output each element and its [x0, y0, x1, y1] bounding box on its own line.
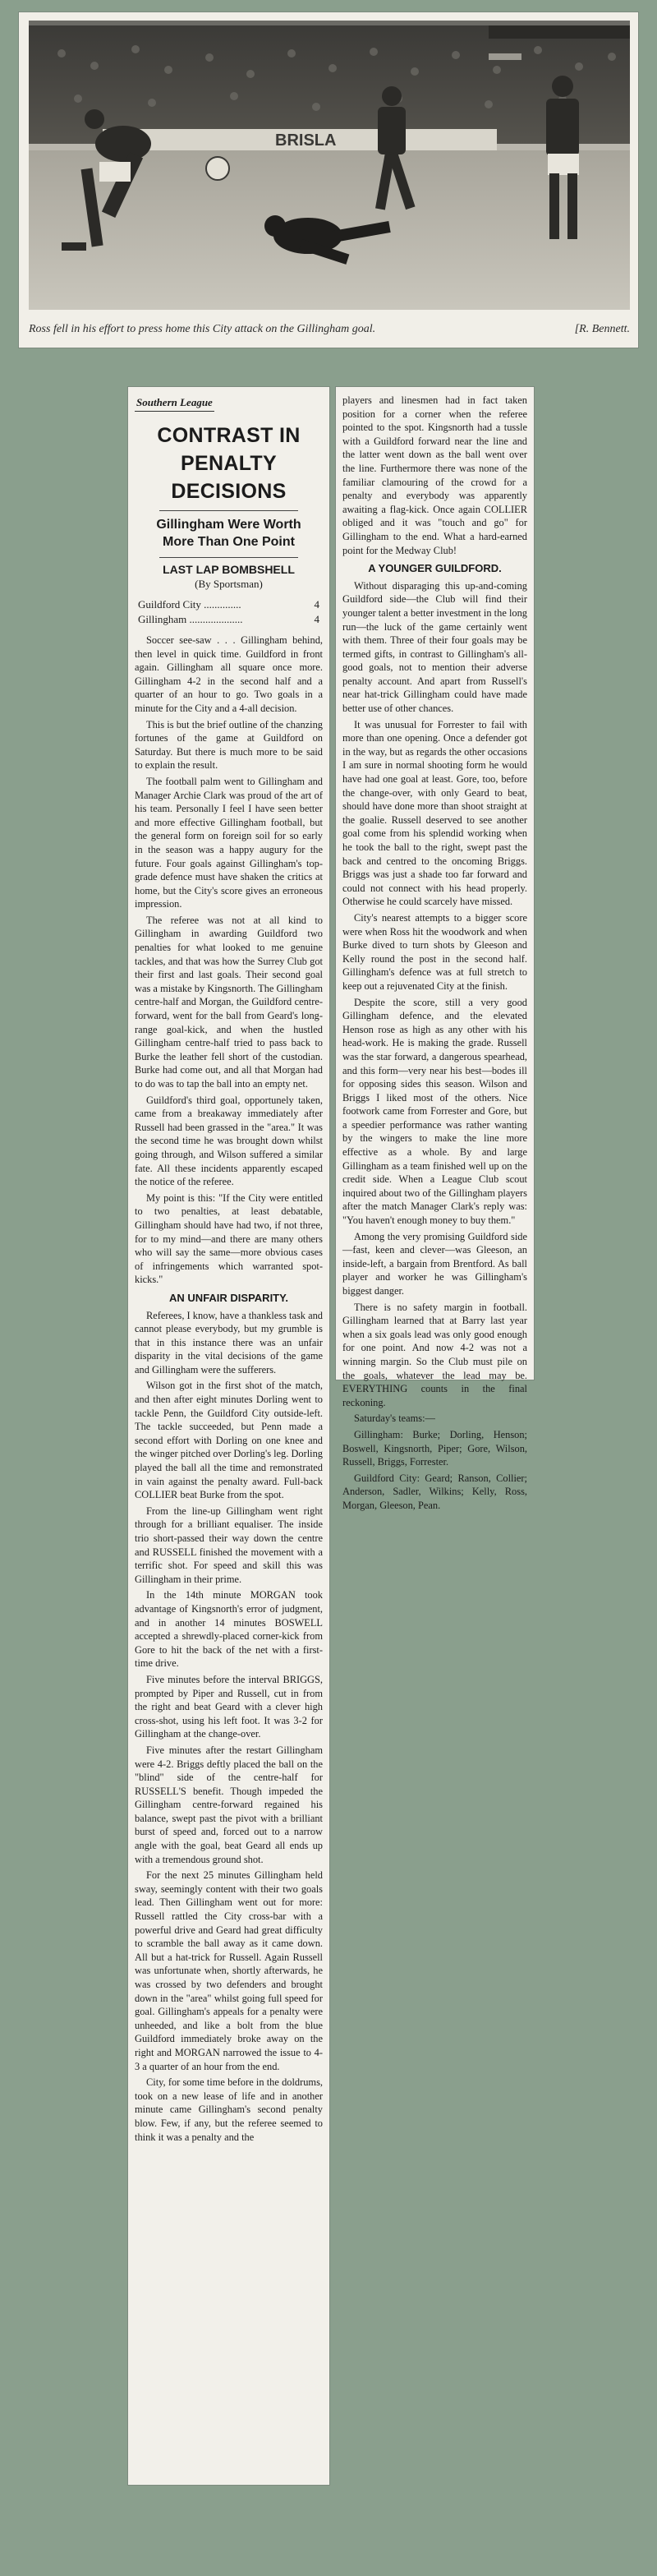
headline-rule [159, 510, 298, 511]
paragraph: The referee was not at all kind to Gillingham in awarding Guildford two penalties for what looked to me genuine tackles, and that was how the Surrey Club got their first and last goals. Their second goal was a mistake by Kingsnorth. The Gillingham centre-half and Morgan, the Guildford centre-forward, went for the ball from Geard's long-range goal-kick, and when the hustled Gillingham centre-half tried to pass back to Burke the leather fell short of the custodian. Burke had come out, and all that Morgan had to do was to tap the ball into an empty net. [135, 914, 323, 1090]
paragraph: There is no safety margin in football. Gillingham learned that at Barry last year when a six goals lead was only good enough for one point. And now 4-2 was not a winning margin. So the Club must pile on the goals, whatever the lead may be. EVERYTHING counts in the final reckoning. [342, 1301, 527, 1408]
paragraph: The football palm went to Gillingham and Manager Archie Clark was proud of the art of his team. Personally I feel I have seen better and more effective Gillingham football, but the general form on foreign soil for so early in the season was a happy augury for the future. Four goals against Gillingham's top-grade defence must have shaken the critics at home, but the City's score gives an erroneous impression. [135, 775, 323, 910]
paragraph: City's nearest attempts to a bigger score were when Ross hit the woodwork and when Burke dived to turn shots by Gleeson and Kelly round the post in the second half. Gillingham's defence was at full stretch to keep out a rejuvenated City at the finish. [342, 911, 527, 992]
byline: (By Sportsman) [195, 578, 263, 590]
paragraph: For the next 25 minutes Gillingham held sway, seemingly content with their two goals lead. Then Gillingham went out for more: Russell rattled the City cross-bar with a powerful drive and Geard had great difficulty to scramble the ball away as it came down. All but a hat-trick for Russell. Again Russell was unfortunate when, shortly afterwards, he was crossed by two defenders and brought down in the "area" whilst going full speed for goal. Gillingham's appeals for a penalty were unheeded, and like a bolt from the blue Guildford immediately broke away on the right and MORGAN narrowed the issue to 4-3 a quarter of an hour from the end. [135, 1869, 323, 2072]
score-goals: 4 [314, 613, 319, 625]
teams-intro: Saturday's teams:— [354, 1412, 435, 1425]
article-body-right [342, 394, 527, 1513]
subheadline: Gillingham Were Worth More Than One Point [156, 518, 301, 549]
paragraph: City, for some time before in the doldrums, took on a new lease of life and in another minute came Gillingham's second penalty blow. Few, if any, but the referee seemed to think it was a penalty and the [135, 2076, 323, 2143]
article-column-left [127, 386, 330, 2486]
photo-caption: Ross fell in his effort to press home this City attack on the Gillingham goal. [29, 323, 376, 335]
paragraph: players and linesmen had in fact taken position for a corner when the referee pointed to the spot. Kingsnorth had a tussle with a Guildford forward near the line and the latter went down as the ball went over the line. Furthermore there was none of the familiar clamouring of the crowd for a penalty and everybody was apparently awaiting a flag-kick. Once again COLLIER obliged and it was "touch and go" for Gillingham to the end. What a hard-earned point for the Medway Club! [342, 394, 527, 556]
paragraph: Guildford's third goal, opportunely taken, came from a breakaway immediately after Russell had been grassed in the "area." It was the second time he was brought down whilst going through, and Wilson suffered a similar fate. All these incidents apparently escaped the notice of the referee. [135, 1094, 323, 1188]
paragraph: Five minutes before the interval BRIGGS, prompted by Piper and Russell, cut in from the right and beat Geard with a clever high cross-shot, using his left foot. It was 3-2 for Gillingham at the change-over. [135, 1673, 323, 1740]
deck-title: LAST LAP BOMBSHELL [163, 563, 295, 576]
paragraph: It was unusual for Forrester to fail with more than one opening. Once a defender got in the way, but as regards the other occasions I am sure in normal shooting form he would have had one goal at least. Gore, too, before the change-over, with only Geard to beat, should have done more than shoot straight at the goalie. Russell deserved to see another goal come from his splendid working when he took the ball to the right, swept past the back and centred to the oncoming Briggs. Briggs was just a shade too far forward and could not connect with his head properly. Otherwise he could scarcely have missed. [342, 718, 527, 908]
cross-head: A YOUNGER GUILDFORD. [368, 562, 502, 575]
cross-head: AN UNFAIR DISPARITY. [169, 1291, 288, 1304]
paragraph: This is but the brief outline of the chanzing fortunes of the game at Guildford on Saturday. But there is much more to be said to explain the result. [135, 718, 323, 772]
article-column-right [335, 386, 535, 1511]
photo-clipping [18, 12, 639, 348]
paragraph: Referees, I know, have a thankless task and cannot please everybody, but my grumble is that in this instance there was an unfair disparity in the vital decisions of the game and Gillingham were the sufferers. [135, 1309, 323, 1376]
team-lineup-gillingham: Gillingham: Burke; Dorling, Henson; Boswell, Kingsnorth, Piper; Gore, Wilson, Russell, Briggs, Forrester. [342, 1428, 527, 1468]
paragraph: My point is this: "If the City were entitled to two penalties, at least debatable, Gillingham should have had two, if not three, for to my mind—and there are many others who will say the same—more obvious cases of infringements which warranted spot-kicks." [135, 1191, 323, 1286]
paragraph: In the 14th minute MORGAN took advantage of Kingsnorth's error of judgment, and in another 14 minutes BOSWELL accepted a shrewdly-placed corner-kick from Gore to hit the back of the net with a first-time drive. [135, 1589, 323, 1670]
paragraph: Five minutes after the restart Gillingham were 4-2. Briggs deftly placed the ball on the "blind" side of the centre-half for RUSSELL'S benefit. Though impeded the Gillingham centre-forward regained his balance, swept past the pivot with a brilliant burst of speed and, forced out to a narrow angle with the goal, beat Geard all ends up with a tremendous ground shot. [135, 1744, 323, 1865]
section-tag: Southern League [135, 396, 214, 412]
score-team: Gillingham .................... [138, 613, 243, 625]
paragraph: From the line-up Gillingham went right through for a brilliant equaliser. The inside trio short-passed their way down the centre and RUSSELL finished the movement with a terrific shot. For speed and skill this was Gillingham in their prime. [135, 1505, 323, 1585]
subheadline-rule [159, 557, 298, 558]
score-table [135, 597, 323, 627]
hoarding-text: BRISLA [275, 131, 337, 150]
score-team: Guildford City .............. [138, 598, 241, 611]
football-scene-image [29, 21, 630, 310]
score-row [135, 612, 323, 627]
paragraph: Soccer see-saw . . . Gillingham behind, then level in quick time. Guildford in front again. Gillingham all square once more. Gillingham 4-2 in the second half and a quarter of an hour to go. Two goals in a minute for the City and a 4-all decision. [135, 634, 323, 714]
paragraph: Among the very promising Guildford side—fast, keen and clever—was Gleeson, an inside-left, a bargain from Brentford. As ball player and worker he was Gillingham's biggest danger. [342, 1230, 527, 1297]
match-photo [29, 21, 630, 310]
headline: CONTRAST IN PENALTY DECISIONS [157, 424, 301, 503]
article-body-left [135, 634, 323, 2144]
photo-caption-row [29, 318, 630, 341]
paragraph: Without disparaging this up-and-coming Guildford side—the Club will find their younger talent a better investment in the long run—the luck of the game certainly went with them. Three of their four goals may be termed gifts, in contrast to Gillingham's all-good goals, not to mention their adverse penalty account. And apart from Russell's near hat-trick Gillingham could have made better use of other chances. [342, 579, 527, 715]
team-lineup-guildford: Guildford City: Geard; Ranson, Collier; Anderson, Sadler, Wilkins; Kelly, Ross, Morgan, Gleeson, Pean. [342, 1472, 527, 1511]
score-goals: 4 [314, 598, 319, 611]
paragraph: Despite the score, still a very good Gillingham defence, and the elevated Henson rose as high as any other with his head-work. He is making the grade. Russell was the star forward, a dangerous spearhead, and this form—very near his best—bodes ill for opposing sides this season. Wilson and Briggs I liked most of the others. Nice footwork came from Forrester and Gore, but a speedier performance was rather wanting by the wingers to make the line more effective as a whole. By and large Gillingham as a team finished well up on the credit side. When a League Club scout inquired about two of the Gillingham players after the match Manager Clark's reply was: "You haven't enough money to buy them." [342, 996, 527, 1227]
paragraph: Wilson got in the first shot of the match, and then after eight minutes Dorling went to tackle Penn, the Guildford City outside-left. The tackle succeeded, but Penn made a second effort with Dorling on one knee and the winger pitched over Dorling's leg. Dorling played the ball all the time and remonstrated in vain against the penalty award. Full-back COLLIER beat Burke from the spot. [135, 1380, 323, 1501]
photo-credit: [R. Bennett. [574, 323, 630, 335]
score-row [135, 597, 323, 612]
